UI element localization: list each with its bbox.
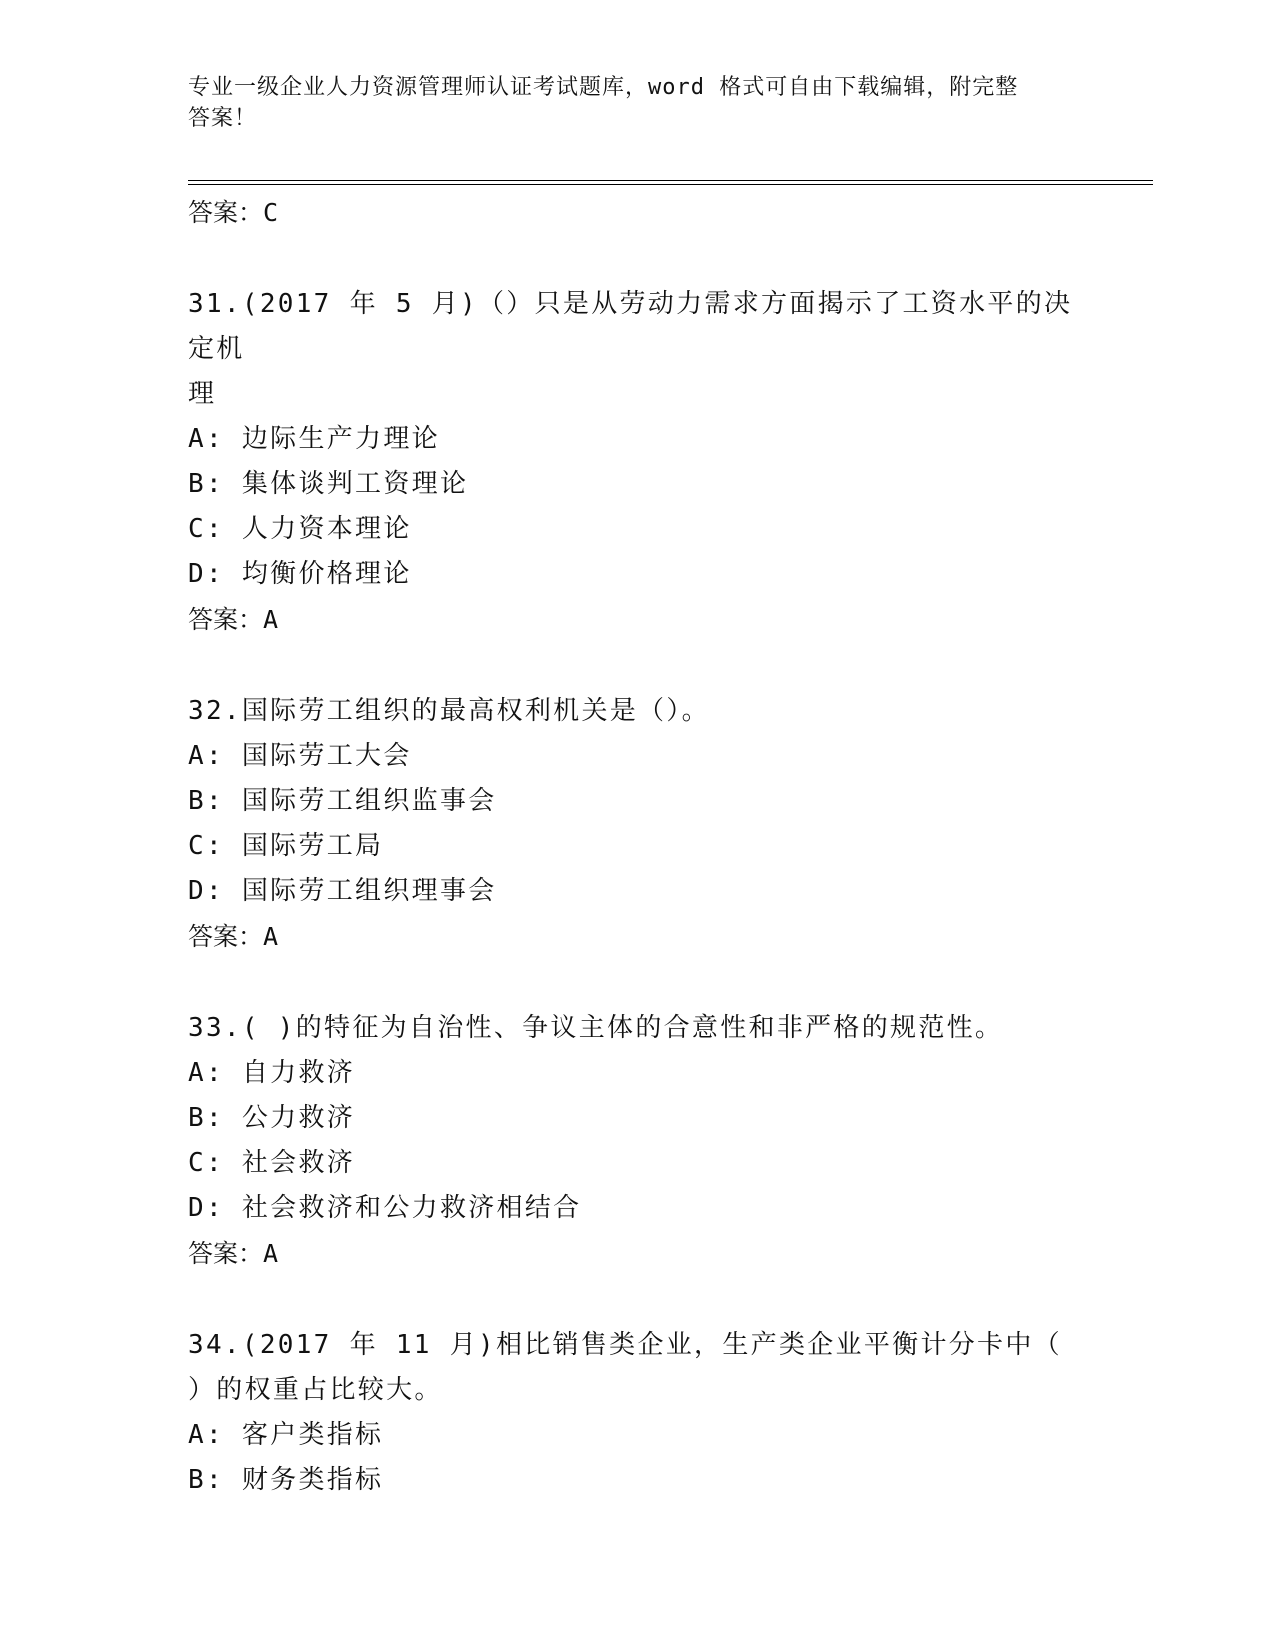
- answer-line: [188, 914, 1088, 959]
- answer-value: A: [263, 922, 279, 951]
- question-text: [188, 689, 1088, 734]
- question-text: [188, 1006, 1088, 1051]
- option-b: B: 公力救济: [188, 1103, 356, 1133]
- option-a: A: 国际劳工大会: [188, 741, 412, 771]
- question-31: [188, 282, 1088, 642]
- answer-label: 答案：: [188, 198, 264, 227]
- option-b: B: 集体谈判工资理论: [188, 469, 469, 499]
- option-b: B: 财务类指标: [188, 1465, 384, 1495]
- header-divider-top: [188, 180, 1153, 181]
- answer-line: [188, 597, 1088, 642]
- question-text-line: ）的权重占比较大。: [188, 1375, 443, 1405]
- header-line-1: 专业一级企业人力资源管理师认证考试题库，word 格式可自由下载编辑，附完整: [188, 75, 1019, 100]
- option-d: D: 国际劳工组织理事会: [188, 876, 497, 906]
- question-list: [188, 190, 1088, 1503]
- header-line-2: 答案！: [188, 106, 258, 131]
- answer-label: 答案：: [188, 605, 264, 634]
- answer-label: 答案：: [188, 922, 264, 951]
- question-34: [188, 1323, 1088, 1503]
- option-d: D: 社会救济和公力救济相结合: [188, 1193, 582, 1223]
- page-header: [188, 72, 1068, 134]
- question-text-line: 理: [188, 379, 217, 409]
- answer-value: C: [263, 198, 279, 227]
- option-a: A: 客户类指标: [188, 1420, 384, 1450]
- option-d: D: 均衡价格理论: [188, 559, 412, 589]
- question-text: [188, 282, 1088, 417]
- question-text-line: 31.(2017 年 5 月)（）只是从劳动力需求方面揭示了工资水平的决定机: [188, 289, 1073, 364]
- header-divider-bottom: [188, 184, 1153, 185]
- question-text-line: 33.( )的特征为自治性、争议主体的合意性和非严格的规范性。: [188, 1013, 1004, 1043]
- option-b: B: 国际劳工组织监事会: [188, 786, 497, 816]
- question-32: [188, 689, 1088, 959]
- answer-value: A: [263, 1239, 279, 1268]
- option-c: C: 社会救济: [188, 1148, 356, 1178]
- option-a: A: 自力救济: [188, 1058, 356, 1088]
- question-33: [188, 1006, 1088, 1276]
- question-text: [188, 1323, 1088, 1413]
- answer-label: 答案：: [188, 1239, 264, 1268]
- option-c: C: 国际劳工局: [188, 831, 384, 861]
- option-a: A: 边际生产力理论: [188, 424, 440, 454]
- answer-line: [188, 1231, 1088, 1276]
- answer-line: [188, 190, 1088, 235]
- question-text-line: 34.(2017 年 11 月)相比销售类企业，生产类企业平衡计分卡中（: [188, 1330, 1062, 1360]
- question-text-line: 32.国际劳工组织的最高权利机关是（）。: [188, 696, 710, 726]
- answer-value: A: [263, 605, 279, 634]
- option-c: C: 人力资本理论: [188, 514, 412, 544]
